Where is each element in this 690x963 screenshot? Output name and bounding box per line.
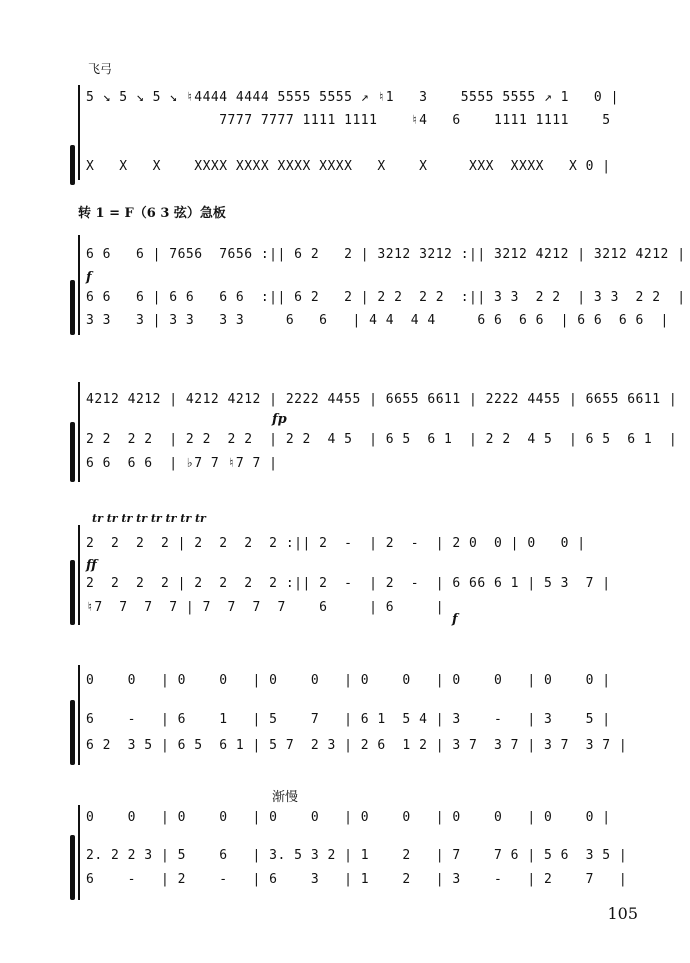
- upper-part-line: 4212 4212 | 4212 4212 | 2222 4455 | 6655 6611 | 2222 4455 | 6655 6611 |: [86, 392, 678, 407]
- staff-bracket: [70, 560, 75, 625]
- lower-part-line-1: 6 6 6 | 6 6 6 6 :|| 6 2 2 | 2 2 2 2 :|| 3 3 2 2 | 3 3 2 2 |: [86, 290, 686, 305]
- lower-part-line-2: 3 3 3 | 3 3 3 3 6 6 | 4 4 4 4 6 6 6 6 | 6 6 6 6 |: [86, 313, 669, 328]
- tempo-slow-marking: 渐慢: [272, 790, 299, 805]
- upper-part-line: 6 6 6 | 7656 7656 :|| 6 2 2 | 3212 3212 :|| 3212 4212 | 3212 4212 |: [86, 247, 686, 262]
- staff-bracket: [70, 280, 75, 335]
- lower-part-line-2: 6 2 3 5 | 6 5 6 1 | 5 7 2 3 | 2 6 1 2 | 3 7 3 7 | 3 7 3 7 |: [86, 738, 628, 753]
- dynamic-f-2: f: [452, 612, 458, 627]
- dynamic-ff: ff: [86, 558, 97, 573]
- system-5: [0, 655, 690, 765]
- dynamic-f: f: [86, 270, 92, 285]
- staff-bracket: [70, 145, 75, 185]
- staff-bracket: [70, 422, 75, 482]
- lower-part-line-1: 6 - | 6 1 | 5 7 | 6 1 5 4 | 3 - | 3 5 |: [86, 712, 611, 727]
- system-2: [0, 225, 690, 335]
- page-number: 105: [607, 904, 638, 923]
- upper-part-line: 5 ↘ 5 ↘ 5 ↘ ♮4444 4444 5555 5555 ↗ ♮1 3 5555 5555 ↗ 1 0 |: [86, 90, 619, 105]
- left-barline: [78, 235, 80, 335]
- system-4: [0, 500, 690, 630]
- lower-part-line-1: 2 2 2 2 | 2 2 2 2 :|| 2 - | 2 - | 6 66 6 1 | 5 3 7 |: [86, 576, 611, 591]
- system-3: [0, 372, 690, 482]
- lower-part-line-2: 6 - | 2 - | 6 3 | 1 2 | 3 - | 2 7 |: [86, 872, 628, 887]
- left-barline: [78, 665, 80, 765]
- dynamic-fp: fp: [272, 412, 287, 427]
- lower-part-line: X X X XXXX XXXX XXXX XXXX X X XXX XXXX X 0 |: [86, 159, 611, 174]
- staff-bracket: [70, 835, 75, 900]
- upper-part-line: 0 0 | 0 0 | 0 0 | 0 0 | 0 0 | 0 0 |: [86, 673, 611, 688]
- staff-bracket: [70, 700, 75, 765]
- system-6: [0, 800, 690, 900]
- system-1: [0, 55, 690, 185]
- lower-part-line-2: ♮7 7 7 7 | 7 7 7 7 6 | 6 |: [86, 600, 445, 615]
- left-barline: [78, 85, 80, 180]
- trill-markings: tr tr tr tr tr tr tr tr: [92, 512, 206, 525]
- lower-part-line-1: 2. 2 2 3 | 5 6 | 3. 5 3 2 | 1 2 | 7 7 6 | 5 6 3 5 |: [86, 848, 628, 863]
- bowing-marking: 飞弓: [88, 62, 113, 76]
- upper-part-line: 0 0 | 0 0 | 0 0 | 0 0 | 0 0 | 0 0 |: [86, 810, 611, 825]
- lower-part-line-1: 2 2 2 2 | 2 2 2 2 | 2 2 4 5 | 6 5 6 1 | 2 2 4 5 | 6 5 6 1 |: [86, 432, 678, 447]
- lower-part-line-2: 6 6 6 6 | ♭7 7 ♮7 7 |: [86, 456, 278, 471]
- upper-part-line: 2 2 2 2 | 2 2 2 2 :|| 2 - | 2 - | 2 0 0 | 0 0 |: [86, 536, 586, 551]
- left-barline: [78, 805, 80, 900]
- left-barline: [78, 382, 80, 482]
- upper-part-line-2: 7777 7777 1111 1111 ♮4 6 1111 1111 5: [86, 113, 611, 128]
- tempo-change-marking: 转 1 = F（6 3 弦）急板: [78, 206, 226, 221]
- left-barline: [78, 525, 80, 625]
